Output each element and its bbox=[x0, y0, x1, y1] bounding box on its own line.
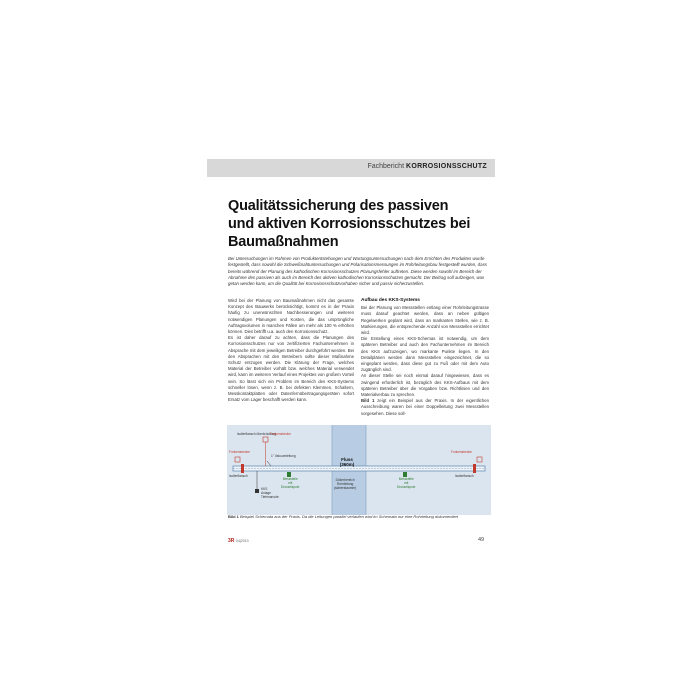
label-kks-anode: KKS Anlage Tiefenanode bbox=[261, 487, 279, 499]
title-line: und aktiven Korrosionsschutzes bei bbox=[228, 216, 471, 232]
figure-caption bbox=[228, 514, 490, 519]
body-paragraph: An dieser Stelle sei noch einmal darauf hingewiesen, dass es zwingend erforderlich ist, bezüglich des KKS-Aufbaus mit dem späteren Betreiber über die Vorgaben bzw. Richtlinien und den Materialverbau zu sprechen. bbox=[361, 373, 489, 398]
rubric-label: Fachbericht bbox=[367, 163, 405, 170]
isolation-flange-right bbox=[473, 464, 476, 473]
label-dueker: Dükerbereich Rohrleitung (sideerstaumer) bbox=[334, 478, 357, 490]
isolation-flange-left bbox=[241, 464, 244, 473]
body-paragraph bbox=[361, 398, 489, 417]
article-intro: Bei Untersuchungen im Rahmen von Produktentstehungen und Wartungsuntersuchungen nach dem Errichten des Produktes wurde festgestellt, dass sowohl die Schweißnahtuntersuchungen und Polarisationsmessungen im Rohrleitungsbau festgestellt wurden, dass bereits während der Planung des kathodischen Korrosionsschutzes Planungsfehler auftreten. Diese werden sowohl im Bereich der Abnahme des passiven als auch im Bereich des aktiven kathodischen Korrosionsschutzes gemacht. Der Beitrag soll aufzeigen, was getan werden kann, um die Qualität bei Korrosionsschutzvorhaben sicher und passiv sicherzustellen. bbox=[228, 256, 487, 287]
issue-number: 04|2013 bbox=[236, 539, 249, 543]
spark-gap-left bbox=[235, 457, 240, 462]
page-number: 49 bbox=[478, 537, 485, 543]
section-header-bar bbox=[207, 159, 495, 177]
publication-logo: 3R bbox=[228, 538, 235, 544]
subheading: Aufbau des KKS-Systems bbox=[361, 298, 420, 303]
label-isolation-top: Isolierflansch überbrückung bbox=[237, 432, 276, 436]
label-river: Fluss (360m) bbox=[339, 457, 355, 467]
label-spark-gap-top: Funkenstrecke bbox=[270, 432, 291, 436]
kks-schematic-figure bbox=[227, 425, 491, 515]
title-line: Baumaßnahmen bbox=[228, 234, 339, 250]
kks-anode bbox=[255, 489, 259, 493]
title-line: Qualitätssicherung des passiven bbox=[228, 198, 449, 214]
section-header bbox=[367, 163, 487, 170]
spark-gap-right bbox=[477, 457, 482, 462]
body-paragraph: Die Erstellung eines KKS-Schemas ist notwendig, um dem späteren Betreiber und auch den Fachunternehmen im Bereich des KKS aufzuzeigen, wo markante Punkte liegen. In den Detailplänen werden dann Messstellen eingezeichnet, die so eingeplant werden, dass diese gut zu Fuß oder mit dem Auto zugänglich sind. bbox=[361, 336, 489, 373]
figure-reference: Bild 1 bbox=[361, 398, 375, 404]
label-vacuum: 1" Vakuumleitung bbox=[271, 454, 296, 458]
body-column-left bbox=[228, 298, 354, 403]
kks-schematic-drawing bbox=[227, 425, 491, 515]
caption-text: Beispiel Schemata aus der Praxis. Da die Leitungen parallel verlaufen wird im Schemata nur eine Rohrleitung dokumentiert bbox=[238, 514, 459, 519]
body-column-right bbox=[361, 298, 489, 417]
label-measuring-point-left: Messstelle mit Drosselspule bbox=[281, 477, 300, 489]
section-label: KORROSIONSSCHUTZ bbox=[405, 163, 487, 170]
label-isolation-left: Isolierflansch bbox=[229, 474, 248, 478]
spark-gap-top bbox=[263, 437, 268, 442]
caption-label: Bild 1 bbox=[228, 514, 239, 519]
label-spark-gap-right: Funkenstrecke bbox=[451, 450, 472, 454]
vacuum-pipe bbox=[267, 461, 271, 466]
article-title bbox=[228, 197, 490, 251]
label-isolation-right: Isolierflansch bbox=[455, 474, 474, 478]
body-paragraph: Es ist daher darauf zu achten, dass die Planungen des Korrosionsschutzes nur von zertifizierten Fachunternehmen in Absprache mit dem jeweiligen Betreiber durchgeführt werden. Bei den Absprachen mit den Betreibern sollte dieser Maßnahme Schutz entzogen werden. Die Klärung der Frage, welches Material der Betreiber vorhält bzw. welches Material verwendet wird, kann im weiteren Verlauf eines Projektes von großem Vorteil sein. So lässt sich ein Problem im Bereich des KKS-Systems schneller lösen, wenn z. B. bei defekten Klemmen, Schaltern, Messkontaktplatten oder Datenfernübertragungsgeräten sofort Ersatz vom Lager beschafft werden kann. bbox=[228, 335, 354, 403]
label-spark-gap-left: Funkenstrecke bbox=[229, 450, 250, 454]
body-paragraph: Wird bei der Planung von Baumaßnahmen nicht das gesamte Konzept des Bauwerks berücksichtigt, kommt es in der Praxis häufig zu unerwünschten Nachbesserungen und weiteren notwendigen Planungen und Kosten, die das ursprüngliche Auftragsvolumen in manchen Fällen um mehr als 100 % erhöhen können. Dies betrifft u.a. auch den Korrosionsschutz. bbox=[228, 298, 354, 335]
body-text: zeigt ein Beispiel aus der Praxis. In der eigentlichen Ausschreibung waren bei einer Doppelleitung zwei Messstellen vorgesehen. Diese soll- bbox=[361, 398, 489, 416]
label-measuring-point-right: Messstelle mit Drosselspule bbox=[397, 477, 416, 489]
body-paragraph: Bei der Planung von Messstellen entlang einer Rohrleitungstrasse muss darauf geachtet werden, dass an neben gültigen Regelwerken geplant wird, dass an markanten Stellen, wie z. B. Markierungen, die entsprechende Anzahl von Messstellen errichtet wird. bbox=[361, 305, 489, 336]
